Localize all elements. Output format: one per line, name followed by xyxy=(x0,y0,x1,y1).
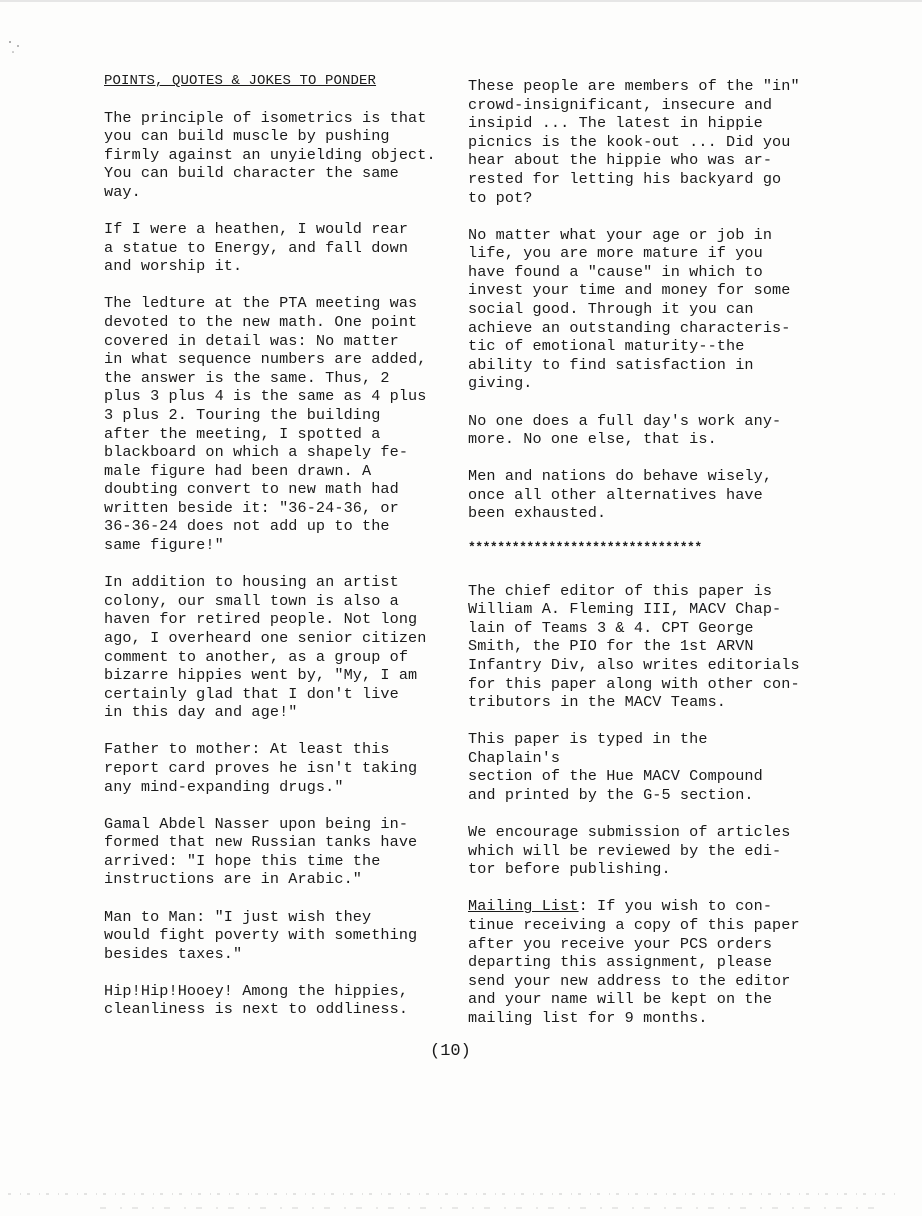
paragraph-new-math: The ledture at the PTA meeting was devoted to the new math. One point covered in detail was: No matter in what sequence numbers are added, the answer is the same. Thus, 2 plus 3 plus 4 is the same as 4 plus 3 plus 2. Touring the building after the meeting, I spotted a blackboard on which a shapely fe- male figure had been drawn. A doubting convert to new math had written beside it: "36-24-36, or 36-36-24 does not add up to the same figure!" xyxy=(104,294,427,555)
left-column xyxy=(104,72,444,1019)
mailing-list-paragraph xyxy=(468,897,808,1027)
scan-bottom-specks xyxy=(0,1188,922,1218)
paragraph-heathen: If I were a heathen, I would rear a statue to Energy, and fall down and worship it. xyxy=(104,220,409,276)
paragraph-nasser: Gamal Abdel Nasser upon being in- formed that new Russian tanks have arrived: "I hope this time the instructions are in Arabic." xyxy=(104,814,418,889)
mailing-list-text: : If you wish to con- tinue receiving a copy of this paper after you receive your PCS orders departing this assignment, please send your new address to the editor and your name will be kept on the mailing list for 9 months. xyxy=(468,897,800,1027)
mailing-list-label: Mailing List xyxy=(468,897,579,916)
asterisk-separator: ******************************** xyxy=(468,539,702,555)
paragraph-isometrics: The principle of isometrics is that you can build muscle by pushing firmly against an unyielding object. You can build character the same way. xyxy=(104,108,436,201)
right-column xyxy=(468,77,808,1028)
paragraph-artist-colony: In addition to housing an artist colony, our small town is also a haven for retired people. Not long ago, I overheard one senior citizen comment to another, as a group of bizarre hippies went by, "My, I am certainly glad that I don't live in this day and age!" xyxy=(104,573,427,722)
masthead-editor: The chief editor of this paper is William A. Fleming III, MACV Chap- lain of Teams 3 & 4. CPT George Smith, the PIO for the 1st ARVN Infantry Div, also writes editorials for this paper along with other con- tributors in the MACV Teams. xyxy=(468,581,800,712)
paragraph-man-to-man: Man to Man: "I just wish they would fight poverty with something besides taxes." xyxy=(104,907,418,963)
paragraph-in-crowd: These people are members of the "in" crowd-insignificant, insecure and insipid ... The latest in hippie picnics is the kook-out ... Did you hear about the hippie who was ar- rested for letting his backyard go to pot? xyxy=(468,77,800,207)
masthead-typed: This paper is typed in the Chaplain's section of the Hue MACV Compound and printed by the G-5 section. xyxy=(468,730,763,804)
paragraph-nations: Men and nations do behave wisely, once all other alternatives have been exhausted. xyxy=(468,467,773,523)
paragraph-hip-hip-hooey: Hip!Hip!Hooey! Among the hippies, cleanliness is next to oddliness. xyxy=(104,981,409,1019)
paragraph-full-day: No one does a full day's work any- more. No one else, that is. xyxy=(468,411,782,449)
masthead-submissions: We encourage submission of articles which will be reviewed by the edi- tor before publishing. xyxy=(468,823,791,879)
section-heading: POINTS, QUOTES & JOKES TO PONDER xyxy=(104,73,377,89)
paragraph-cause: No matter what your age or job in life, you are more mature if you have found a "cause" in which to invest your time and money for some social good. Through it you can achieve an outstanding characteris- tic of emotional maturity--the ability to find satisfaction in giving. xyxy=(468,225,791,393)
scan-edge-marks xyxy=(6,38,26,73)
paragraph-report-card: Father to mother: At least this report card proves he isn't taking any mind-expanding drugs." xyxy=(104,740,418,796)
page-number: (10) xyxy=(430,1042,471,1061)
